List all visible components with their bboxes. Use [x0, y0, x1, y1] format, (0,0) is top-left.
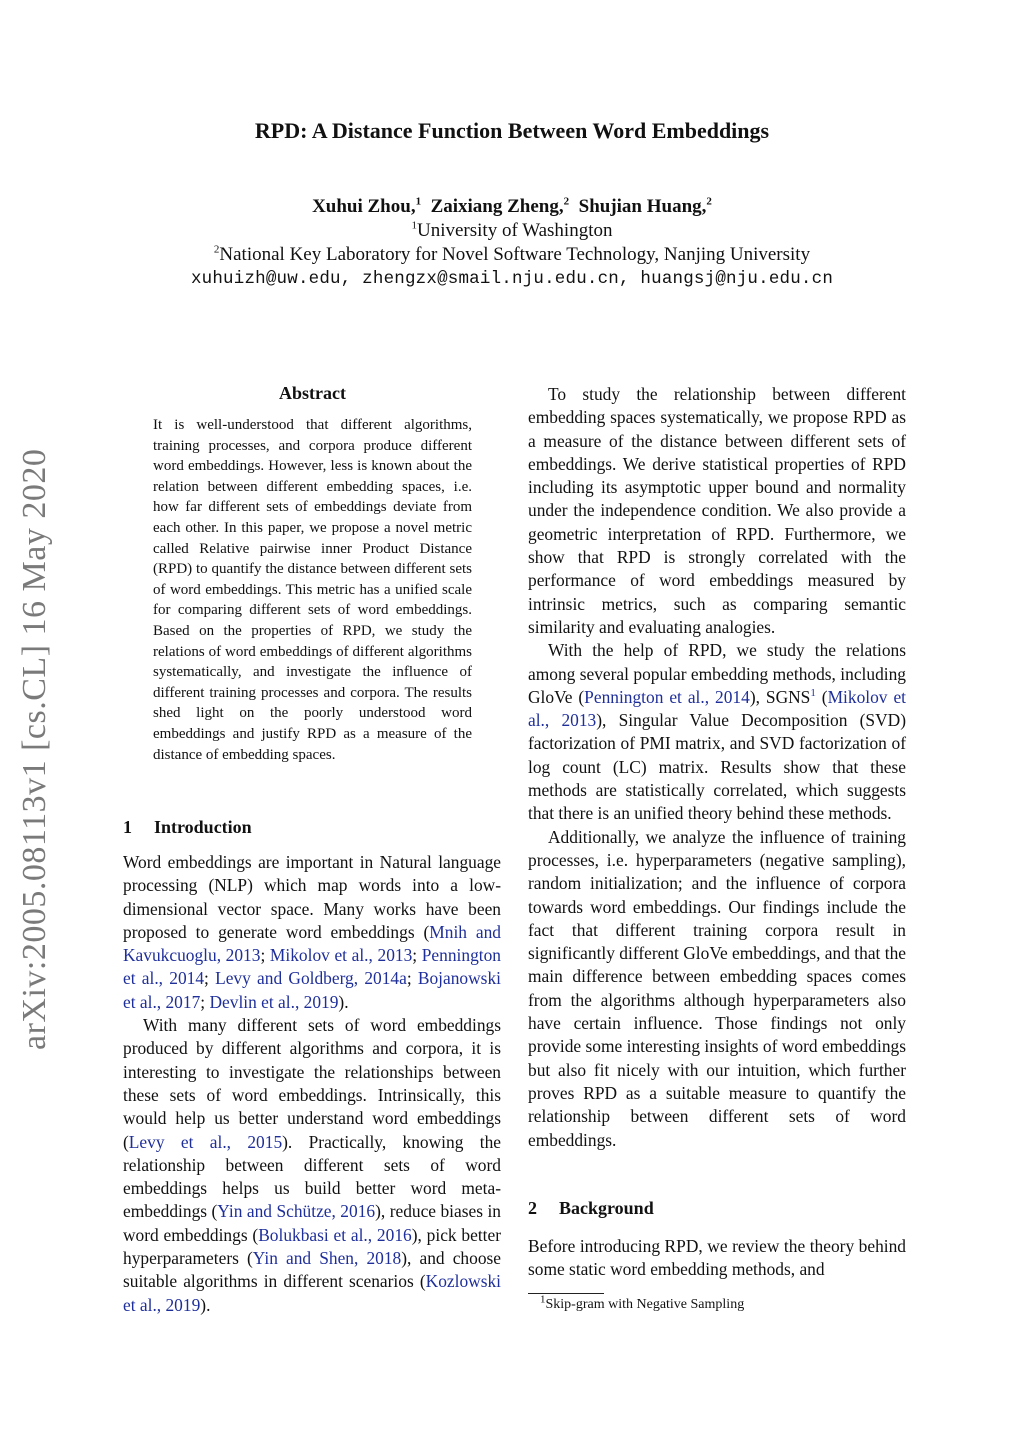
citation-link[interactable]: Kozlowski et al., 2019	[123, 1271, 501, 1315]
background-paragraph-1: Before introducing RPD, we review the theory behind some static word embedding methods, and	[528, 1236, 906, 1280]
section-title: Introduction	[154, 817, 252, 837]
citation-link[interactable]: Levy and Goldberg, 2014a	[215, 968, 407, 989]
text-run: ;	[412, 945, 422, 966]
affiliation-text: University of Washington	[417, 220, 613, 241]
author-list	[0, 196, 1024, 218]
section-2-heading	[528, 1198, 654, 1219]
author-affil-mark: 2	[563, 195, 570, 208]
right-paragraph-3: Additionally, we analyze the influence of training processes, i.e. hyperparameters (negative sampling), random initialization; and the influence of corpora towards word embeddings. Our findings include the fact that different training corpora result in significantly different GloVe embeddings, and that the main difference between embedding spaces comes from the algorithms although hyperparameters also have certain influence. Those findings not only provide some interesting insights of word embeddings but also fit nicely with our intuition, which further proves RPD as a suitable measure to quantify the relationship between different sets of word embeddings.	[528, 826, 906, 1150]
text-run: ;	[260, 945, 270, 966]
right-paragraph-1: To study the relationship between different embedding spaces systematically, we propose RPD as a measure of the distance between different sets of embeddings. We derive statistical properties of RPD including its asymptotic upper bound and normality under the independence condition. We also provide a geometric interpretation of RPD. Furthermore, we show that RPD is strongly correlated with the performance of word embeddings measured by intrinsic metrics, such as comparing semantic similarity and evaluating analogies.	[528, 384, 906, 637]
citation-link[interactable]: Bojanowski et al., 2017	[123, 968, 501, 1012]
text-run: ).	[338, 991, 349, 1012]
right-paragraph-2	[528, 639, 906, 825]
affil-mark: 2	[213, 243, 220, 256]
right-column-body	[528, 383, 906, 1152]
text-run: ), Singular Value Decomposition (SVD) factorization of PMI matrix, and SVD factorization of log count (LC) matrix. Results show that these methods are statistically correlated, which suggests that there is an unified theory behind these methods.	[528, 710, 906, 824]
author-emails: xuhuizh@uw.edu, zhengzx@smail.nju.edu.cn, huangsj@nju.edu.cn	[190, 269, 834, 289]
author-affil-mark: 2	[706, 195, 712, 208]
section-number: 1	[123, 817, 132, 837]
intro-paragraph-2	[123, 1014, 501, 1317]
introduction-body	[123, 851, 501, 1317]
citation-link[interactable]: Yin and Schütze, 2016	[217, 1201, 376, 1222]
affiliation-2	[0, 244, 1024, 266]
section-title: Background	[559, 1198, 654, 1218]
citation-link[interactable]: Mikolov et al., 2013	[528, 686, 906, 731]
text-run: ), SGNS	[749, 686, 811, 707]
author-name: Zaixiang Zheng,	[430, 196, 564, 217]
citation-link[interactable]: Mikolov et al., 2013	[269, 945, 413, 966]
section-number: 2	[528, 1198, 537, 1218]
author-affil-mark: 1	[415, 195, 422, 208]
citation-link[interactable]: Pennington et al., 2014	[584, 686, 750, 707]
citation-link[interactable]: Mnih and Kavukcuoglu, 2013	[123, 921, 501, 966]
text-run: ), and choose suitable algorithms in different scenarios (	[123, 1248, 501, 1292]
text-run: With the help of RPD, we study the relations among several popular embedding methods, including GloVe (	[528, 640, 906, 707]
text-run: With many different sets of word embeddings produced by different algorithms and corpora, it is interesting to investigate the relationships between these sets of word embeddings. Intrinsically, this would help us better understand word embeddings (	[123, 1015, 501, 1152]
citation-link[interactable]: Pennington et al., 2014	[123, 945, 501, 989]
citation-link[interactable]: Bolukbasi et al., 2016	[258, 1224, 412, 1245]
intro-paragraph-1	[123, 851, 501, 1014]
footnote	[540, 1293, 745, 1313]
footnote-text: Skip-gram with Negative Sampling	[545, 1297, 745, 1312]
abstract-heading: Abstract	[279, 383, 346, 403]
citation-link[interactable]: Yin and Shen, 2018	[252, 1248, 402, 1269]
text-run: ), reduce biases in word embeddings (	[123, 1201, 501, 1245]
text-run: ;	[406, 968, 418, 989]
affil-mark: 1	[411, 219, 417, 232]
text-run: ).	[200, 1294, 211, 1315]
footnote-mark[interactable]: 1	[810, 687, 816, 700]
text-run: Word embeddings are important in Natural language processing (NLP) which map words into a low-dimensional vector space. Many works have been proposed to generate word embeddings (	[123, 852, 501, 942]
paper-title: RPD: A Distance Function Between Word Embeddings	[254, 118, 770, 143]
author-name: Shujian Huang,	[578, 196, 707, 217]
section-1-heading	[123, 817, 252, 838]
citation-link[interactable]: Levy et al., 2015	[128, 1131, 283, 1152]
background-body	[528, 1235, 906, 1282]
text-run: (	[815, 686, 828, 707]
text-run: ;	[200, 991, 210, 1012]
text-run: ), pick better hyperparameters (	[123, 1224, 501, 1269]
affiliation-text: National Key Laboratory for Novel Software Technology, Nanjing University	[219, 244, 811, 265]
footnote-number: 1	[540, 1293, 546, 1306]
abstract-text: It is well-understood that different algorithms, training processes, and corpora produce different word embeddings. However, less is known about the relation between different embedding spaces, i.e. how far different sets of embeddings deviate from each other. In this paper, we propose a novel metric called Relative pairwise inner Product Distance (RPD) to quantify the distance between different sets of word embeddings. This metric has a unified scale for comparing different sets of word embeddings. Based on the properties of RPD, we study the relations of word embeddings of different algorithms systematically, and investigate the influence of different training processes and corpora. The results shed light on the poorly understood word embeddings and justify RPD as a measure of the distance of embedding spaces.	[153, 417, 472, 763]
author-name: Xuhui Zhou,	[312, 196, 416, 217]
citation-link[interactable]: Devlin et al., 2019	[209, 991, 339, 1012]
arxiv-stamp: arXiv:2005.08113v1 [cs.CL] 16 May 2020	[16, 448, 53, 1050]
text-run: ;	[204, 968, 216, 989]
affiliation-1	[0, 220, 1024, 242]
text-run: ). Practically, knowing the relationship between different sets of word embeddings helps us build better word meta-embeddings (	[123, 1131, 501, 1222]
